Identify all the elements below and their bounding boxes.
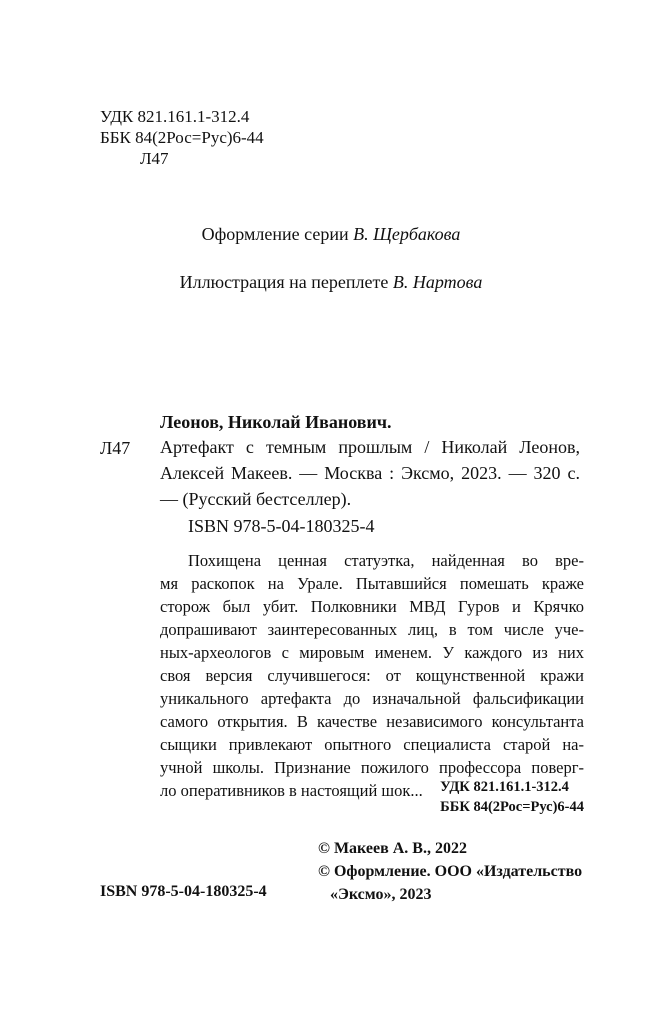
series-designer-name: В. Щербакова xyxy=(353,224,461,244)
series-design-credit xyxy=(0,224,662,245)
classification-top xyxy=(100,106,264,169)
annotation-line: ных-археологов с мировым именем. У каждого из них xyxy=(160,643,584,662)
bibliographic-author: Леонов, Николай Иванович. xyxy=(160,412,392,432)
annotation-line: учной школы. Признание пожилого профессора поверг- xyxy=(160,758,584,777)
classification-bottom xyxy=(440,777,584,817)
author-mark: Л47 xyxy=(140,149,169,168)
isbn-bottom: ISBN 978-5-04-180325-4 xyxy=(100,883,267,900)
cover-illustrator-name: В. Нартова xyxy=(392,272,483,292)
annotation-line: допрашивают заинтересованных лиц, в том числе уче- xyxy=(160,620,584,639)
cover-illustration-credit xyxy=(0,272,662,293)
bibliographic-isbn: ISBN 978-5-04-180325-4 xyxy=(188,516,375,536)
copyright-block xyxy=(318,837,582,906)
copyright-design: © Оформление. ООО «Издательство xyxy=(318,863,583,880)
annotation-line: сторож был убит. Полковники МВД Гуров и Крячко xyxy=(160,597,584,616)
bbk-code-bottom: ББК 84(2Рос=Рус)6-44 xyxy=(440,799,584,815)
series-design-label: Оформление серии xyxy=(201,224,349,244)
cover-illustration-label: Иллюстрация на переплете xyxy=(179,272,389,292)
udk-code: УДК 821.161.1-312.4 xyxy=(100,107,250,126)
udk-code-bottom: УДК 821.161.1-312.4 xyxy=(440,779,569,795)
bibliographic-code: Л47 xyxy=(100,438,131,458)
bbk-code: ББК 84(2Рос=Рус)6-44 xyxy=(100,128,264,147)
copyright-author: © Макеев А. В., 2022 xyxy=(318,840,467,857)
annotation-line: сыщики привлекают опытного специалиста старой на- xyxy=(160,735,584,754)
annotation-line: ло оперативников в настоящий шок... xyxy=(160,781,423,800)
annotation-line: мя раскопок на Урале. Пытавшийся помешать краже xyxy=(160,574,584,593)
annotation-line: самого открытия. В качестве независимого консультанта xyxy=(160,712,584,731)
annotation xyxy=(160,549,584,802)
annotation-line: уникального артефакта до изначальной фальсификации xyxy=(160,689,584,708)
bibliographic-description: Артефакт с темным прошлым / Николай Леонов, Алексей Макеев. — Москва : Эксмо, 2023. — 320 с. — (Русский бестселлер). xyxy=(160,437,580,509)
annotation-line: Похищена ценная статуэтка, найденная во вре- xyxy=(188,551,584,570)
copyright-publisher: «Эксмо», 2023 xyxy=(330,886,432,903)
annotation-line: своя версия случившегося: от кощунственной кражи xyxy=(160,666,584,685)
